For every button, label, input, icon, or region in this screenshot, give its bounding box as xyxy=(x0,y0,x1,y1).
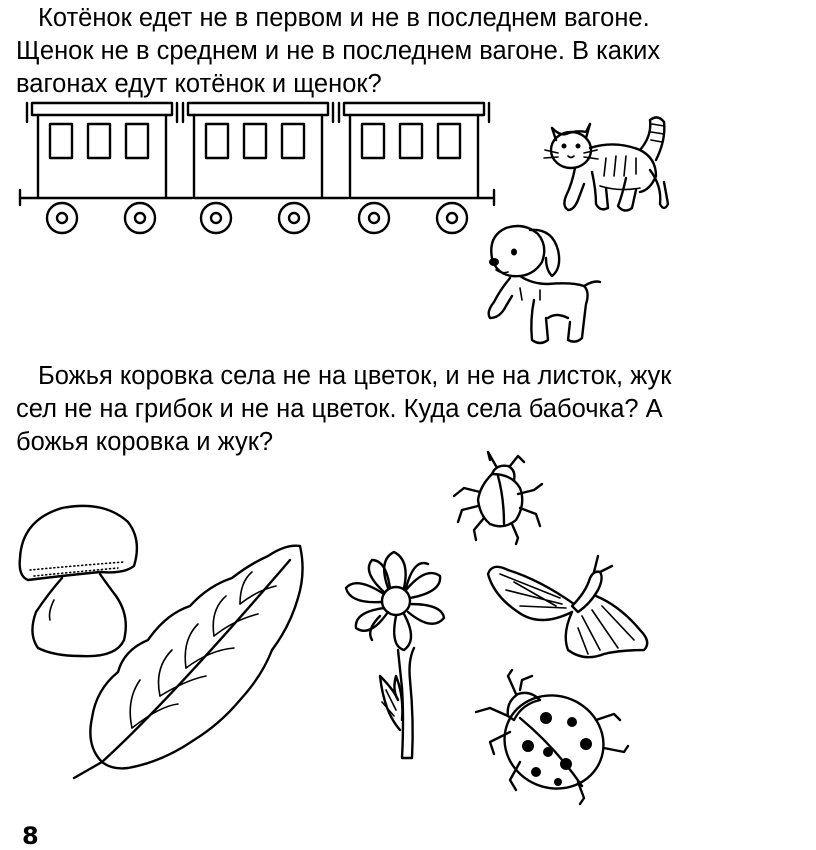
leaf-illustration xyxy=(74,546,303,778)
task2-word-3: и xyxy=(196,428,211,456)
kitten-illustration xyxy=(544,117,668,210)
ladybug-illustration xyxy=(476,670,628,804)
puppy-illustration xyxy=(489,226,600,343)
task2-word-2: коровка xyxy=(95,428,190,456)
task1-line-3: вагонах едут котёнок и щенок? xyxy=(16,70,382,98)
butterfly-illustration xyxy=(488,556,647,657)
mushroom-illustration xyxy=(20,506,137,656)
task2-line-2: сел не на грибок и не на цветок. Куда села бабочка? А xyxy=(16,395,663,423)
flower-illustration xyxy=(346,552,444,758)
page-number: 8 xyxy=(22,822,39,850)
train-wagons-illustration xyxy=(20,103,494,233)
wagon-2 xyxy=(183,103,333,233)
beetle-illustration xyxy=(454,452,542,544)
task1-line-1: Котёнок едет не в первом и не в последнем вагоне. xyxy=(38,4,650,32)
wagon-3 xyxy=(339,103,494,233)
task2-word-4: жук? xyxy=(217,428,274,456)
task2-word-1: божья xyxy=(16,428,89,456)
task1-line-2: Щенок не в среднем и не в последнем вагоне. В каких xyxy=(16,37,661,65)
task2-line-1: Божья коровка села не на цветок, и не на листок, жук xyxy=(38,362,672,390)
wagon-1 xyxy=(20,103,177,233)
